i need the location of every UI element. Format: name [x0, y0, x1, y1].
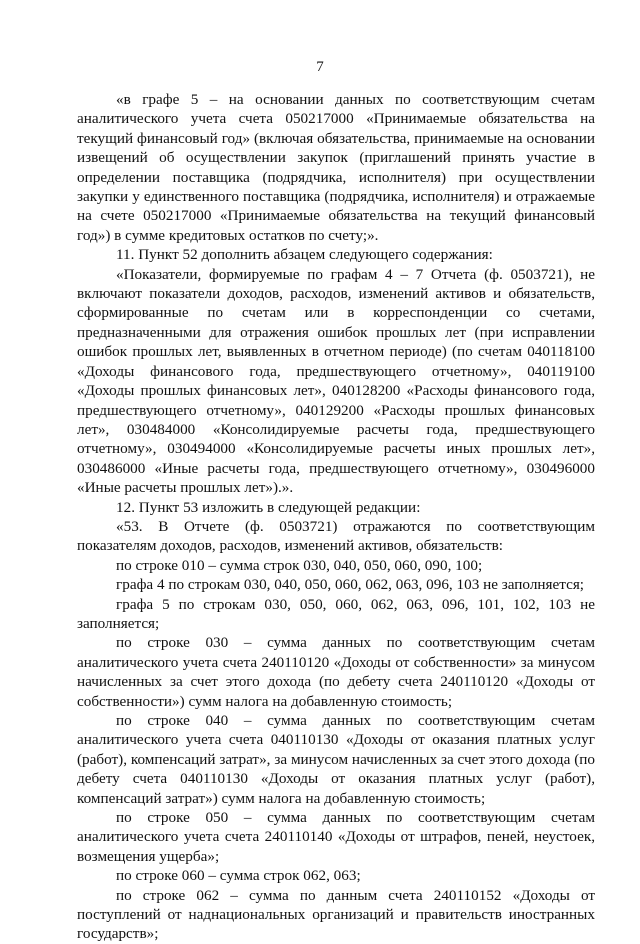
paragraph-line-062: по строке 062 – сумма по данным счета 240110152 «Доходы от поступлений от наднациональных организаций и правительств иностранных государств»; [77, 886, 595, 943]
paragraph-item-52-addition: «Показатели, формируемые по графам 4 – 7 Отчета (ф. 0503721), не включают показатели доходов, расходов, изменений активов и обязательств, сформированные по счетам или в корреспонденции со счетами, предназначенными для отражения ошибок прошлых лет (при исправлении ошибок прошлых лет, выявленных в отчетном периоде) (по счетам 040118100 «Доходы финансового года, предшествующего отчетному», 040119100 «Доходы прошлых финансовых лет», 040128200 «Расходы финансового года, предшествующего отчетному», 040129200 «Расходы прошлых финансовых лет», 030484000 «Консолидируемые расчеты года, предшествующего отчетному», 030494000 «Консолидируемые расчеты иных прошлых лет», 030486000 «Иные расчеты года, предшествующего отчетному», 030496000 «Иные расчеты прошлых лет»).». [77, 265, 595, 497]
paragraph-item-11-heading: 11. Пункт 52 дополнить абзацем следующего содержания: [116, 246, 493, 264]
page-number: 7 [316, 59, 324, 75]
paragraph-line-060: по строке 060 – сумма строк 062, 063; [116, 867, 361, 885]
paragraph-line-010: по строке 010 – сумма строк 030, 040, 050, 060, 090, 100; [116, 556, 483, 574]
paragraph-line-030: по строке 030 – сумма данных по соответствующим счетам аналитического учета счета 240110120 «Доходы от собственности» за минусом начисленных за счет этого дохода (по дебету счета 240110120 «Доходы от собственности») сумм налога на добавленную стоимость; [77, 634, 595, 710]
paragraph-item-53-intro: «53. В Отчете (ф. 0503721) отражаются по соответствующим показателям доходов, расходов, изменений активов, обязательств: [77, 517, 595, 555]
paragraph-graph5-amendment: «в графе 5 – на основании данных по соответствующим счетам аналитического учета счета 050217000 «Принимаемые обязательства на текущий финансовый год» (включая обязательства, принимаемые на основании извещений об осуществлении закупок (приглашений принять участие в определении поставщика (подрядчика, исполнителя) при осуществлении закупки у единственного поставщика (подрядчика, исполнителя) и отражаемые на счете 050217000 «Принимаемые обязательства на текущий финансовый год») в сумме кредитовых остатков по счету;». [77, 91, 595, 244]
paragraph-line-050: по строке 050 – сумма данных по соответствующим счетам аналитического учета счета 240110140 «Доходы от штрафов, пеней, неустоек, возмещения ущерба»; [77, 809, 595, 865]
document-body [77, 90, 595, 944]
paragraph-line-040: по строке 040 – сумма данных по соответствующим счетам аналитического учета счета 040110130 «Доходы от оказания платных услуг (работ), компенсаций затрат», за минусом начисленных за счет этого дохода (по дебету счета 040110130 «Доходы от оказания платных услуг (работ), компенсаций затрат») сумм налога на добавленную стоимость; [77, 712, 595, 807]
paragraph-column-4: графа 4 по строкам 030, 040, 050, 060, 062, 063, 096, 103 не заполняется; [116, 576, 585, 594]
paragraph-item-12-heading: 12. Пункт 53 изложить в следующей редакции: [116, 498, 421, 516]
paragraph-column-5: графа 5 по строкам 030, 050, 060, 062, 063, 096, 101, 102, 103 не заполняется; [77, 595, 595, 632]
